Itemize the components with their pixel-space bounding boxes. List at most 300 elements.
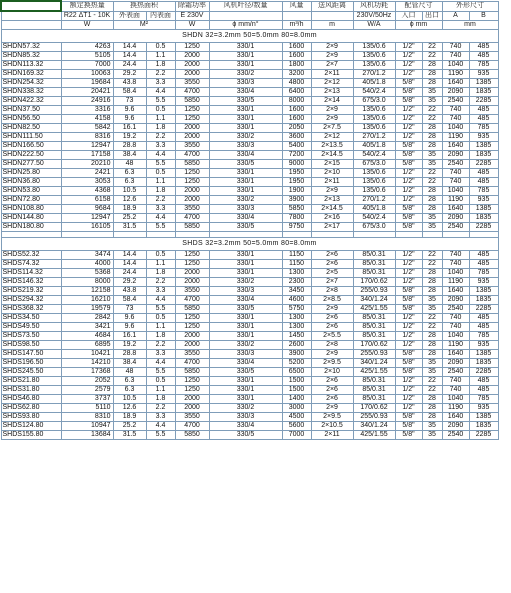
table-cell[interactable]: 2×9.5 xyxy=(311,359,353,368)
table-cell[interactable]: 485 xyxy=(469,115,498,124)
table-cell[interactable]: 1.1 xyxy=(146,178,175,187)
model-cell[interactable]: SHDN57.32 xyxy=(1,43,61,52)
table-cell[interactable]: 485 xyxy=(469,52,498,61)
table-cell[interactable]: 485 xyxy=(469,260,498,269)
table-cell[interactable]: 35 xyxy=(422,151,442,160)
table-cell[interactable]: 2×6 xyxy=(311,323,353,332)
table-cell[interactable]: 540/2.4 xyxy=(353,214,395,223)
header-cell[interactable] xyxy=(282,11,311,21)
table-cell[interactable]: 1250 xyxy=(175,260,209,269)
table-cell[interactable]: 9684 xyxy=(61,205,113,214)
table-cell[interactable]: 28 xyxy=(422,142,442,151)
table-cell[interactable]: 330/1 xyxy=(209,269,282,278)
model-cell[interactable]: SHDN37.50 xyxy=(1,106,61,115)
table-cell[interactable]: 2000 xyxy=(175,332,209,341)
table-cell[interactable]: 1/2" xyxy=(395,106,422,115)
table-cell[interactable]: 16.1 xyxy=(113,332,146,341)
table-cell[interactable]: 270/1.2 xyxy=(353,196,395,205)
table-cell[interactable]: 1/2" xyxy=(395,386,422,395)
table-cell[interactable]: 935 xyxy=(469,196,498,205)
table-cell[interactable]: 38.4 xyxy=(113,359,146,368)
table-cell[interactable]: 1150 xyxy=(282,260,311,269)
table-cell[interactable]: 5/8" xyxy=(395,151,422,160)
table-cell[interactable]: 35 xyxy=(422,305,442,314)
table-cell[interactable]: 18.9 xyxy=(113,413,146,422)
table-cell[interactable]: 2090 xyxy=(442,422,469,431)
table-cell[interactable]: 4800 xyxy=(282,79,311,88)
header-cell[interactable]: ϕ mm xyxy=(395,21,442,30)
table-cell[interactable]: 330/5 xyxy=(209,305,282,314)
table-cell[interactable]: 5/8" xyxy=(395,305,422,314)
table-cell[interactable]: 24.4 xyxy=(113,61,146,70)
table-cell[interactable]: 28 xyxy=(422,79,442,88)
table-cell[interactable]: 330/1 xyxy=(209,377,282,386)
table-cell[interactable]: 5600 xyxy=(282,422,311,431)
table-cell[interactable]: 330/1 xyxy=(209,323,282,332)
table-cell[interactable]: 43.8 xyxy=(113,287,146,296)
model-cell[interactable]: SHDS34.50 xyxy=(1,314,61,323)
table-cell[interactable]: 1835 xyxy=(469,296,498,305)
table-cell[interactable]: 85/0.31 xyxy=(353,332,395,341)
table-cell[interactable]: 4.4 xyxy=(146,214,175,223)
table-cell[interactable]: 3421 xyxy=(61,323,113,332)
header-cell[interactable]: m xyxy=(311,21,353,30)
table-cell[interactable]: 1.8 xyxy=(146,61,175,70)
table-cell[interactable]: 330/2 xyxy=(209,278,282,287)
model-cell[interactable]: SHDS146.32 xyxy=(1,278,61,287)
table-cell[interactable]: 785 xyxy=(469,332,498,341)
table-cell[interactable]: 14.4 xyxy=(113,260,146,269)
table-cell[interactable]: 5/8" xyxy=(395,287,422,296)
header-cell[interactable] xyxy=(1,21,61,30)
table-cell[interactable]: 25.2 xyxy=(113,214,146,223)
table-cell[interactable]: 1190 xyxy=(442,70,469,79)
table-cell[interactable]: 5.5 xyxy=(146,97,175,106)
table-cell[interactable]: 1950 xyxy=(282,169,311,178)
table-cell[interactable]: 35 xyxy=(422,431,442,440)
table-cell[interactable]: 270/1.2 xyxy=(353,70,395,79)
table-cell[interactable]: 85/0.31 xyxy=(353,269,395,278)
header-cell[interactable]: 外表面 xyxy=(113,11,146,21)
table-cell[interactable]: 405/1.8 xyxy=(353,79,395,88)
table-cell[interactable]: 2×14.5 xyxy=(311,205,353,214)
table-cell[interactable]: 1/2" xyxy=(395,404,422,413)
table-cell[interactable]: 2.2 xyxy=(146,133,175,142)
table-cell[interactable]: 1/2" xyxy=(395,260,422,269)
table-cell[interactable]: 4700 xyxy=(175,296,209,305)
table-cell[interactable]: 3550 xyxy=(175,79,209,88)
table-cell[interactable]: 330/5 xyxy=(209,368,282,377)
table-cell[interactable]: 2540 xyxy=(442,223,469,232)
table-cell[interactable]: 740 xyxy=(442,386,469,395)
table-cell[interactable]: 2×7.5 xyxy=(311,124,353,133)
table-cell[interactable]: 4.4 xyxy=(146,422,175,431)
table-cell[interactable]: 2540 xyxy=(442,368,469,377)
table-cell[interactable]: 14.4 xyxy=(113,43,146,52)
table-cell[interactable]: 5/8" xyxy=(395,350,422,359)
model-cell[interactable]: SHDN108.80 xyxy=(1,205,61,214)
table-cell[interactable]: 58.4 xyxy=(113,296,146,305)
table-cell[interactable]: 5/8" xyxy=(395,431,422,440)
table-cell[interactable]: 2000 xyxy=(175,404,209,413)
table-cell[interactable]: 1640 xyxy=(442,350,469,359)
table-cell[interactable]: 2000 xyxy=(175,395,209,404)
table-cell[interactable]: 330/4 xyxy=(209,296,282,305)
table-cell[interactable]: 1835 xyxy=(469,151,498,160)
table-cell[interactable]: 1250 xyxy=(175,106,209,115)
table-cell[interactable]: 675/3.0 xyxy=(353,160,395,169)
selected-cell[interactable] xyxy=(1,1,61,11)
table-cell[interactable]: 330/3 xyxy=(209,287,282,296)
table-cell[interactable]: 2090 xyxy=(442,151,469,160)
table-cell[interactable]: 3.3 xyxy=(146,413,175,422)
table-cell[interactable]: 2×10 xyxy=(311,169,353,178)
table-cell[interactable]: 5850 xyxy=(175,305,209,314)
header-cell[interactable]: W xyxy=(61,21,113,30)
table-cell[interactable]: 4700 xyxy=(175,422,209,431)
table-cell[interactable]: 330/2 xyxy=(209,133,282,142)
table-cell[interactable]: 2000 xyxy=(175,341,209,350)
table-cell[interactable]: 5/8" xyxy=(395,214,422,223)
table-cell[interactable]: 85/0.31 xyxy=(353,377,395,386)
table-cell[interactable]: 1040 xyxy=(442,124,469,133)
table-cell[interactable]: 28 xyxy=(422,196,442,205)
table-cell[interactable]: 1.8 xyxy=(146,187,175,196)
table-cell[interactable]: 4.4 xyxy=(146,296,175,305)
table-cell[interactable]: 330/1 xyxy=(209,251,282,260)
table-cell[interactable]: 740 xyxy=(442,52,469,61)
table-cell[interactable]: 3053 xyxy=(61,178,113,187)
table-cell[interactable]: 73 xyxy=(113,97,146,106)
table-cell[interactable]: 22 xyxy=(422,43,442,52)
model-cell[interactable]: SHDS52.32 xyxy=(1,251,61,260)
table-cell[interactable]: 4500 xyxy=(282,413,311,422)
table-cell[interactable]: 330/4 xyxy=(209,422,282,431)
table-cell[interactable]: 3.3 xyxy=(146,350,175,359)
table-cell[interactable]: 330/2 xyxy=(209,196,282,205)
model-cell[interactable]: SHDS21.80 xyxy=(1,377,61,386)
table-cell[interactable]: 2×9.5 xyxy=(311,413,353,422)
table-cell[interactable]: 340/1.24 xyxy=(353,422,395,431)
table-cell[interactable]: 5.5 xyxy=(146,305,175,314)
table-cell[interactable]: 1/2" xyxy=(395,187,422,196)
table-cell[interactable]: 5850 xyxy=(175,97,209,106)
table-cell[interactable]: 5/8" xyxy=(395,142,422,151)
table-cell[interactable]: 73 xyxy=(113,305,146,314)
table-cell[interactable]: 3.3 xyxy=(146,142,175,151)
table-cell[interactable]: 5/8" xyxy=(395,205,422,214)
table-cell[interactable]: 7000 xyxy=(282,431,311,440)
table-cell[interactable]: 135/0.6 xyxy=(353,169,395,178)
table-cell[interactable]: 28 xyxy=(422,404,442,413)
table-cell[interactable]: 2×6 xyxy=(311,314,353,323)
table-cell[interactable]: 1.8 xyxy=(146,395,175,404)
table-cell[interactable]: 28.8 xyxy=(113,350,146,359)
table-cell[interactable]: 31.5 xyxy=(113,431,146,440)
table-cell[interactable]: 2×9 xyxy=(311,52,353,61)
table-cell[interactable]: 1/2" xyxy=(395,314,422,323)
model-cell[interactable]: SHDS93.80 xyxy=(1,413,61,422)
table-cell[interactable]: 28 xyxy=(422,341,442,350)
table-cell[interactable]: 4.4 xyxy=(146,88,175,97)
table-cell[interactable]: 28.8 xyxy=(113,142,146,151)
table-cell[interactable]: 2052 xyxy=(61,377,113,386)
table-cell[interactable]: 7000 xyxy=(61,61,113,70)
header-cell[interactable]: 风量 xyxy=(282,1,311,11)
model-cell[interactable]: SHDN113.32 xyxy=(1,61,61,70)
table-cell[interactable]: 2285 xyxy=(469,223,498,232)
section-title[interactable]: SHDN 32=3.2mm 50=5.0mm 80=8.0mm xyxy=(1,30,498,43)
table-cell[interactable]: 135/0.6 xyxy=(353,187,395,196)
table-cell[interactable]: 7200 xyxy=(282,151,311,160)
table-cell[interactable]: 2×9 xyxy=(311,350,353,359)
table-cell[interactable]: 2090 xyxy=(442,296,469,305)
table-cell[interactable]: 330/1 xyxy=(209,178,282,187)
table-cell[interactable]: 2285 xyxy=(469,431,498,440)
table-cell[interactable]: 1385 xyxy=(469,142,498,151)
table-cell[interactable]: 340/1.24 xyxy=(353,296,395,305)
table-cell[interactable]: 2×9 xyxy=(311,404,353,413)
model-cell[interactable]: SHDN53.80 xyxy=(1,187,61,196)
model-cell[interactable]: SHDS31.80 xyxy=(1,386,61,395)
table-cell[interactable]: 485 xyxy=(469,43,498,52)
table-cell[interactable]: 330/3 xyxy=(209,413,282,422)
table-cell[interactable]: 1190 xyxy=(442,278,469,287)
table-cell[interactable]: 1835 xyxy=(469,214,498,223)
table-cell[interactable]: 935 xyxy=(469,70,498,79)
table-cell[interactable]: 14210 xyxy=(61,359,113,368)
table-cell[interactable]: 28 xyxy=(422,287,442,296)
table-cell[interactable]: 540/2.4 xyxy=(353,88,395,97)
table-cell[interactable]: 4600 xyxy=(282,296,311,305)
table-cell[interactable]: 2300 xyxy=(282,278,311,287)
table-cell[interactable]: 8316 xyxy=(61,133,113,142)
model-cell[interactable]: SHDS368.32 xyxy=(1,305,61,314)
header-cell[interactable]: 额定换热量 xyxy=(61,1,113,11)
table-cell[interactable]: 1.1 xyxy=(146,386,175,395)
header-cell[interactable]: R22 ΔT1 - 10K xyxy=(61,11,113,21)
table-cell[interactable]: 85/0.31 xyxy=(353,251,395,260)
model-cell[interactable]: SHDN85.32 xyxy=(1,52,61,61)
table-cell[interactable]: 135/0.6 xyxy=(353,61,395,70)
table-cell[interactable]: 2×15 xyxy=(311,160,353,169)
table-cell[interactable]: 19.2 xyxy=(113,133,146,142)
table-cell[interactable]: 0.5 xyxy=(146,106,175,115)
table-cell[interactable]: 3474 xyxy=(61,251,113,260)
table-cell[interactable]: 1/2" xyxy=(395,323,422,332)
table-cell[interactable]: 1250 xyxy=(175,115,209,124)
model-cell[interactable]: SHDS294.32 xyxy=(1,296,61,305)
table-cell[interactable]: 18.9 xyxy=(113,205,146,214)
table-cell[interactable]: 6500 xyxy=(282,368,311,377)
table-cell[interactable]: 935 xyxy=(469,278,498,287)
table-cell[interactable]: 2540 xyxy=(442,431,469,440)
table-cell[interactable]: 3450 xyxy=(282,287,311,296)
table-cell[interactable]: 4.4 xyxy=(146,151,175,160)
table-cell[interactable]: 170/0.62 xyxy=(353,341,395,350)
table-cell[interactable]: 5/8" xyxy=(395,368,422,377)
table-cell[interactable]: 20421 xyxy=(61,88,113,97)
table-cell[interactable]: 58.4 xyxy=(113,88,146,97)
table-cell[interactable]: 22 xyxy=(422,386,442,395)
table-cell[interactable]: 14.4 xyxy=(113,52,146,61)
table-cell[interactable]: 2×7 xyxy=(311,61,353,70)
table-cell[interactable]: 35 xyxy=(422,368,442,377)
table-cell[interactable]: 5/8" xyxy=(395,97,422,106)
table-cell[interactable]: 330/4 xyxy=(209,88,282,97)
model-cell[interactable]: SHDS114.32 xyxy=(1,269,61,278)
table-cell[interactable]: 1835 xyxy=(469,88,498,97)
table-cell[interactable]: 28 xyxy=(422,124,442,133)
table-cell[interactable]: 2090 xyxy=(442,88,469,97)
table-cell[interactable]: 5850 xyxy=(175,368,209,377)
table-cell[interactable]: 1/2" xyxy=(395,269,422,278)
table-cell[interactable]: 16105 xyxy=(61,223,113,232)
table-cell[interactable]: 3.3 xyxy=(146,205,175,214)
table-cell[interactable]: 675/3.0 xyxy=(353,223,395,232)
table-cell[interactable]: 1/2" xyxy=(395,341,422,350)
table-cell[interactable]: 1/2" xyxy=(395,124,422,133)
table-cell[interactable]: 3737 xyxy=(61,395,113,404)
table-cell[interactable]: 330/1 xyxy=(209,395,282,404)
table-cell[interactable]: 43.8 xyxy=(113,79,146,88)
model-cell[interactable]: SHDN111.50 xyxy=(1,133,61,142)
table-cell[interactable]: 5200 xyxy=(282,359,311,368)
table-cell[interactable]: 1385 xyxy=(469,287,498,296)
table-cell[interactable]: 1190 xyxy=(442,404,469,413)
table-cell[interactable]: 425/1.55 xyxy=(353,431,395,440)
table-cell[interactable]: 330/1 xyxy=(209,314,282,323)
table-cell[interactable]: 330/1 xyxy=(209,124,282,133)
table-cell[interactable]: 405/1.8 xyxy=(353,142,395,151)
table-cell[interactable]: 135/0.6 xyxy=(353,106,395,115)
table-cell[interactable]: 1250 xyxy=(175,386,209,395)
table-cell[interactable]: 340/1.24 xyxy=(353,359,395,368)
table-cell[interactable]: 2000 xyxy=(175,124,209,133)
header-cell[interactable]: A xyxy=(442,11,469,21)
table-cell[interactable]: 1450 xyxy=(282,332,311,341)
table-cell[interactable]: 85/0.31 xyxy=(353,314,395,323)
table-cell[interactable]: 330/4 xyxy=(209,151,282,160)
table-cell[interactable]: 5850 xyxy=(175,223,209,232)
table-cell[interactable]: 2540 xyxy=(442,305,469,314)
table-cell[interactable]: 17158 xyxy=(61,151,113,160)
model-cell[interactable]: SHDN180.80 xyxy=(1,223,61,232)
table-cell[interactable]: 3550 xyxy=(175,142,209,151)
table-cell[interactable]: 2×6 xyxy=(311,395,353,404)
model-cell[interactable]: SHDN72.80 xyxy=(1,196,61,205)
table-cell[interactable]: 2600 xyxy=(282,341,311,350)
table-cell[interactable]: 2×8 xyxy=(311,287,353,296)
model-cell[interactable]: SHDN338.32 xyxy=(1,88,61,97)
table-cell[interactable]: 2540 xyxy=(442,160,469,169)
table-cell[interactable]: 1500 xyxy=(282,377,311,386)
table-cell[interactable]: 28 xyxy=(422,70,442,79)
table-cell[interactable]: 28 xyxy=(422,61,442,70)
table-cell[interactable]: 12.6 xyxy=(113,404,146,413)
table-cell[interactable]: 2000 xyxy=(175,61,209,70)
table-cell[interactable]: 1400 xyxy=(282,395,311,404)
table-cell[interactable]: 5/8" xyxy=(395,296,422,305)
table-cell[interactable]: 1.1 xyxy=(146,323,175,332)
table-cell[interactable]: 330/1 xyxy=(209,43,282,52)
table-cell[interactable]: 5/8" xyxy=(395,359,422,368)
table-cell[interactable]: 22 xyxy=(422,314,442,323)
table-cell[interactable]: 4700 xyxy=(175,88,209,97)
table-cell[interactable]: 2.2 xyxy=(146,70,175,79)
table-cell[interactable]: 1250 xyxy=(175,323,209,332)
table-cell[interactable]: 4684 xyxy=(61,332,113,341)
table-cell[interactable]: 1385 xyxy=(469,350,498,359)
table-cell[interactable]: 2842 xyxy=(61,314,113,323)
table-cell[interactable]: 2000 xyxy=(175,269,209,278)
table-cell[interactable]: 2×14 xyxy=(311,97,353,106)
table-cell[interactable]: 2×9 xyxy=(311,187,353,196)
table-cell[interactable]: 1900 xyxy=(282,187,311,196)
table-cell[interactable]: 10947 xyxy=(61,422,113,431)
table-cell[interactable]: 22 xyxy=(422,251,442,260)
table-cell[interactable]: 935 xyxy=(469,133,498,142)
table-cell[interactable]: 5/8" xyxy=(395,88,422,97)
table-cell[interactable]: 9750 xyxy=(282,223,311,232)
table-cell[interactable]: 6.3 xyxy=(113,377,146,386)
table-cell[interactable]: 10.5 xyxy=(113,395,146,404)
table-cell[interactable]: 35 xyxy=(422,88,442,97)
header-cell[interactable] xyxy=(311,11,353,21)
table-cell[interactable]: 8000 xyxy=(61,278,113,287)
table-cell[interactable]: 1040 xyxy=(442,61,469,70)
header-cell[interactable]: 入口 xyxy=(395,11,422,21)
table-cell[interactable]: 2×6 xyxy=(311,386,353,395)
table-cell[interactable]: 1/2" xyxy=(395,278,422,287)
model-cell[interactable]: SHDS219.32 xyxy=(1,287,61,296)
table-cell[interactable]: 330/1 xyxy=(209,332,282,341)
header-cell[interactable]: 出口 xyxy=(422,11,442,21)
table-cell[interactable]: 0.5 xyxy=(146,377,175,386)
table-cell[interactable]: 1250 xyxy=(175,314,209,323)
header-cell[interactable]: 除霜功率 xyxy=(175,1,209,11)
table-cell[interactable]: 5400 xyxy=(282,142,311,151)
table-cell[interactable]: 5/8" xyxy=(395,413,422,422)
table-cell[interactable]: 2×17 xyxy=(311,223,353,232)
table-cell[interactable]: 785 xyxy=(469,187,498,196)
table-cell[interactable]: 740 xyxy=(442,169,469,178)
table-cell[interactable]: 740 xyxy=(442,314,469,323)
table-cell[interactable]: 5110 xyxy=(61,404,113,413)
table-cell[interactable]: 330/3 xyxy=(209,350,282,359)
table-cell[interactable]: 935 xyxy=(469,404,498,413)
table-cell[interactable]: 35 xyxy=(422,97,442,106)
model-cell[interactable]: SHDS73.50 xyxy=(1,332,61,341)
table-cell[interactable]: 1/2" xyxy=(395,52,422,61)
table-cell[interactable]: 425/1.55 xyxy=(353,368,395,377)
table-cell[interactable]: 1/2" xyxy=(395,377,422,386)
table-cell[interactable]: 5/8" xyxy=(395,160,422,169)
table-cell[interactable]: 2090 xyxy=(442,214,469,223)
table-cell[interactable]: 330/1 xyxy=(209,169,282,178)
table-cell[interactable]: 1500 xyxy=(282,386,311,395)
table-cell[interactable]: 170/0.62 xyxy=(353,278,395,287)
table-cell[interactable]: 22 xyxy=(422,323,442,332)
table-cell[interactable]: 1385 xyxy=(469,79,498,88)
table-cell[interactable]: 2285 xyxy=(469,368,498,377)
header-cell[interactable]: 配管尺寸 xyxy=(395,1,442,11)
table-cell[interactable]: 2000 xyxy=(175,196,209,205)
table-cell[interactable]: 20210 xyxy=(61,160,113,169)
table-cell[interactable]: 2579 xyxy=(61,386,113,395)
table-cell[interactable]: 740 xyxy=(442,106,469,115)
table-cell[interactable]: 6.3 xyxy=(113,178,146,187)
